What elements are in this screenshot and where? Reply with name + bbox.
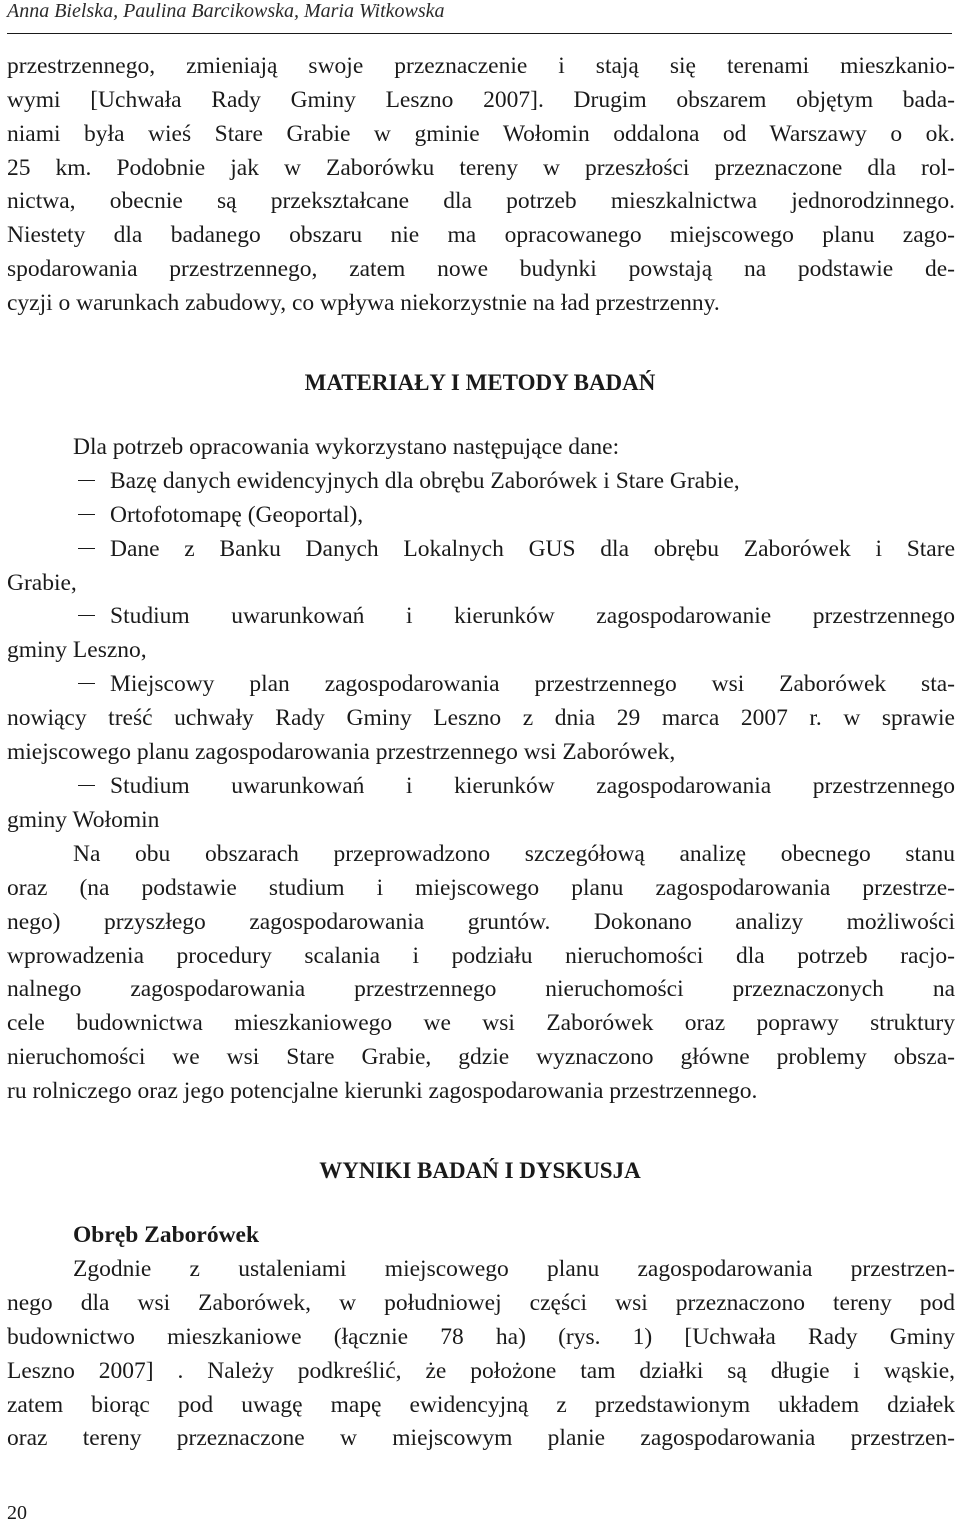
- list-intro: Dla potrzeb opracowania wykorzystano następujące dane:: [73, 434, 620, 460]
- list-item-continuation: miejscowego planu zagospodarowania przestrzennego wsi Zaborówek,: [7, 739, 676, 765]
- dash-bullet: [78, 683, 95, 684]
- list-item: Dane z Banku Danych Lokalnych GUS dla obrębu Zaborówek i Stare: [78, 532, 955, 566]
- dash-bullet: [78, 480, 95, 481]
- text-line: Niestety dla badanego obszaru nie ma opracowanego miejscowego planu zago-: [7, 222, 955, 248]
- text-line: wprowadzenia procedury scalania i podziału nieruchomości dla potrzeb racjo-: [7, 943, 955, 969]
- running-header: Anna Bielska, Paulina Barcikowska, Maria Witkowska: [7, 0, 445, 22]
- text-line: cele budownictwa mieszkaniowego we wsi Zaborówek oraz poprawy struktury: [7, 1010, 955, 1036]
- text-line: Leszno 2007] . Należy podkreślić, że położone tam działki są długie i wąskie,: [7, 1358, 955, 1384]
- text-line: oraz tereny przeznaczone w miejscowym planie zagospodarowania przestrzen-: [7, 1425, 955, 1451]
- list-item: Miejscowy plan zagospodarowania przestrzennego wsi Zaborówek sta-: [78, 667, 955, 701]
- dash-bullet: [78, 514, 95, 515]
- text-line: Na obu obszarach przeprowadzono szczegółową analizę obecnego stanu: [73, 841, 955, 867]
- list-item: Ortofotomapę (Geoportal),: [78, 498, 955, 532]
- section-heading-results: WYNIKI BADAŃ I DYSKUSJA: [319, 1158, 641, 1183]
- list-item-continuation: gminy Leszno,: [7, 637, 147, 663]
- list-item-continuation: Grabie,: [7, 570, 77, 596]
- list-item: Studium uwarunkowań i kierunków zagospodarowania przestrzennego: [78, 769, 955, 803]
- text-line: nego) przyszłego zagospodarowania gruntów. Dokonano analizy możliwości: [7, 909, 955, 935]
- text-line: ru rolniczego oraz jego potencjalne kierunki zagospodarowania przestrzennego.: [7, 1078, 758, 1104]
- dash-bullet: [78, 785, 95, 786]
- list-item: Bazę danych ewidencyjnych dla obrębu Zaborówek i Stare Grabie,: [78, 464, 955, 498]
- text-line: nictwa, obecnie są przekształcane dla potrzeb mieszkalnictwa jednorodzinnego.: [7, 188, 955, 214]
- text-line: cyzji o warunkach zabudowy, co wpływa niekorzystnie na ład przestrzenny.: [7, 290, 720, 316]
- text-line: przestrzennego, zmieniają swoje przeznaczenie i stają się terenami mieszkanio-: [7, 53, 955, 79]
- text-line: Zgodnie z ustaleniami miejscowego planu zagospodarowania przestrzen-: [73, 1256, 955, 1282]
- section-heading-methods: MATERIAŁY I METODY BADAŃ: [304, 370, 656, 395]
- text-line: wymi [Uchwała Rady Gminy Leszno 2007]. Drugim obszarem objętym bada-: [7, 87, 955, 113]
- list-item-continuation: gminy Wołomin: [7, 807, 160, 833]
- list-item: Studium uwarunkowań i kierunków zagospodarowanie przestrzennego: [78, 599, 955, 633]
- text-line: spodarowania przestrzennego, zatem nowe budynki powstają na podstawie de-: [7, 256, 955, 282]
- text-line: 25 km. Podobnie jak w Zaborówku tereny w przeszłości przeznaczone dla rol-: [7, 155, 955, 181]
- text-line: zatem biorąc pod uwagę mapę ewidencyjną z przedstawionym układem działek: [7, 1392, 955, 1418]
- text-line: nieruchomości we wsi Stare Grabie, gdzie wyznaczono główne problemy obsza-: [7, 1044, 955, 1070]
- text-line: nalnego zagospodarowania przestrzennego nieruchomości przeznaczonych na: [7, 976, 955, 1002]
- text-line: oraz (na podstawie studium i miejscowego planu zagospodarowania przestrze-: [7, 875, 955, 901]
- text-line: nego dla wsi Zaborówek, w południowej części wsi przeznaczono tereny pod: [7, 1290, 955, 1316]
- text-line: budownictwo mieszkaniowe (łącznie 78 ha) (rys. 1) [Uchwała Rady Gminy: [7, 1324, 955, 1350]
- subsection-heading: Obręb Zaborówek: [73, 1222, 260, 1248]
- page-number: 20: [7, 1502, 27, 1524]
- header-rule: [7, 33, 952, 34]
- dash-bullet: [78, 548, 95, 549]
- list-item-continuation: nowiący treść uchwały Rady Gminy Leszno z dnia 29 marca 2007 r. w sprawie: [7, 705, 955, 731]
- text-line: niami była wieś Stare Grabie w gminie Wołomin oddalona od Warszawy o ok.: [7, 121, 955, 147]
- dash-bullet: [78, 615, 95, 616]
